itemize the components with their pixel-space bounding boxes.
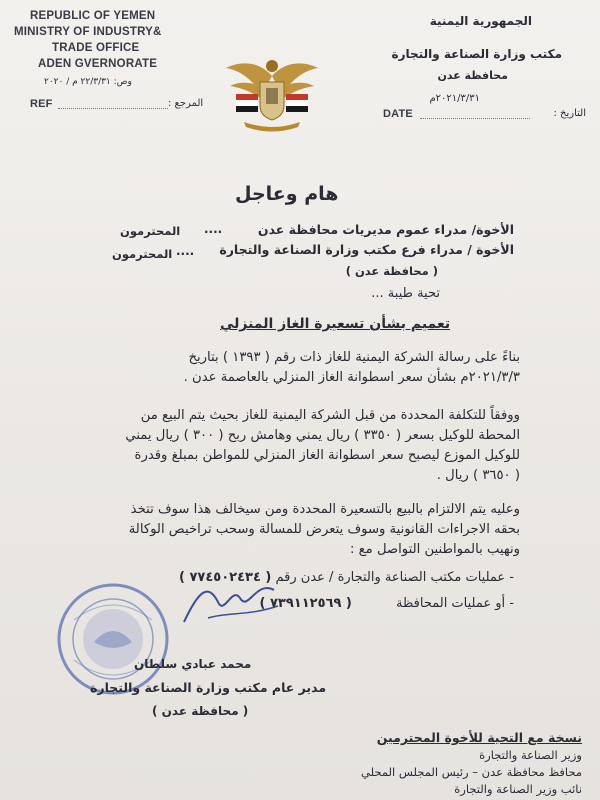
paragraph-3-line-3: ونهيب بالمواطنين التواصل مع : (350, 542, 520, 557)
header-en-line3: TRADE OFFICE (52, 42, 140, 54)
contact-1-label: عمليات مكتب الصناعة والتجارة / عدن رقم (275, 570, 506, 585)
header-ar-line2: مكتب وزارة الصناعة والتجارة (391, 47, 562, 61)
paragraph-1 (50, 348, 520, 388)
bullet-icon: - (505, 570, 514, 585)
header-ar-line3: محافظة عدن (437, 69, 508, 82)
subject: تعميم بشأن تسعيرة الغاز المنزلي (220, 316, 451, 332)
header-en-line2: MINISTRY OF INDUSTRY& (14, 26, 162, 38)
paragraph-3-line-1: وعليه يتم الالتزام بالبيع بالتسعيرة المحددة ومن سيخالف هذا سوف تتخذ (130, 502, 520, 517)
paragraph-1-line-1: بناءً على رسالة الشركة اليمنية للغاز ذات رقم ( ١٣٩٣ ) بتاريخ (188, 350, 520, 365)
signature-name: محمد عبادي سلطان (134, 657, 252, 671)
paragraph-2-line-2: المحطة للوكيل بسعر ( ٣٣٥٠ ) ريال يمني وهامش ربح ( ٣٠٠ ) ريال يمني (125, 428, 520, 443)
eagle-emblem-icon (222, 48, 322, 134)
paragraph-2-line-4: ( ٣٦٥٠ ) ريال . (436, 468, 520, 483)
greeting: تحية طيبة ... (371, 286, 440, 301)
contact-2-label: أو عمليات المحافظة (396, 596, 506, 611)
cc-heading: نسخة مع التحية للأخوة المحترمين (376, 730, 582, 745)
cc-item-3: نائب وزير الصناعة والتجارة (454, 782, 582, 796)
recipient-2-dots: .... (176, 244, 195, 258)
ref-ar-label: المرجع : (168, 98, 204, 109)
signature-icon (178, 572, 288, 632)
recipient-2-honorific: المحترمون (112, 247, 173, 261)
cc-item-2: محافظ محافظة عدن – رئيس المجلس المحلي (361, 765, 582, 779)
paragraph-3 (50, 500, 520, 560)
date-dotted-line (420, 118, 530, 119)
recipient-1-honorific: المحترمون (120, 224, 181, 238)
date-label: DATE (383, 108, 413, 120)
paragraph-2-line-1: ووفقاً للتكلفة المحددة من قبل الشركة اليمنية للغاز بحيث يتم البيع من (140, 408, 520, 423)
cc-item-1: وزير الصناعة والتجارة (479, 748, 582, 762)
ref-dotted-line (58, 108, 168, 109)
header-en-line5: وص: ٢٢/٣/٣١ م / ٢٠٢٠ (44, 77, 132, 87)
ref-label: REF (30, 98, 53, 110)
date-value: ٢٠٢١/٣/٣١م (429, 93, 480, 104)
header-ar-line1: الجمهورية اليمنية (429, 14, 532, 28)
bullet-icon: - (505, 596, 514, 611)
contact-2 (260, 596, 514, 611)
recipient-2-text: الأخوة / مدراء فرع مكتب وزارة الصناعة والتجارة (219, 242, 514, 257)
header-en-line1: REPUBLIC OF YEMEN (30, 10, 156, 22)
header-en-line4: ADEN GVERNORATE (38, 58, 158, 70)
yemen-emblem (222, 48, 322, 134)
signature-scribble (178, 572, 288, 632)
signature-governorate: ( محافظة عدن ) (152, 704, 249, 718)
paragraph-2-line-3: للوكيل الموزع ليصبح سعر اسطوانة الغاز المنزلي للمواطن بمبلغ وقدرة (134, 448, 520, 463)
signature-title: مدير عام مكتب وزارة الصناعة والتجارة (90, 680, 327, 695)
paragraph-1-line-2: ٢٠٢١/٣/٣م بشأن سعر اسطوانة الغاز المنزلي بالعاصمة عدن . (183, 370, 520, 385)
contact-1-number: ( ٧٧٤٥٠٢٤٣٤ ) (179, 570, 272, 585)
date-ar-label: التاريخ : (553, 108, 586, 119)
governorate-paren: ( محافظة عدن ) (345, 264, 438, 278)
urgent-title: هام وعاجل (235, 183, 339, 205)
recipient-1-text: الأخوة/ مدراء عموم مديريات محافظة عدن (257, 222, 514, 237)
paragraph-2 (50, 406, 520, 486)
paragraph-3-line-2: بحقه الاجراءات القانونية وسوف يتعرض للمسالة وسحب تراخيص الوكالة (128, 522, 520, 537)
contact-2-number: ( ٧٣٩١١٢٥٦٩ ) (259, 596, 352, 611)
recipient-1-dots: .... (204, 222, 223, 236)
